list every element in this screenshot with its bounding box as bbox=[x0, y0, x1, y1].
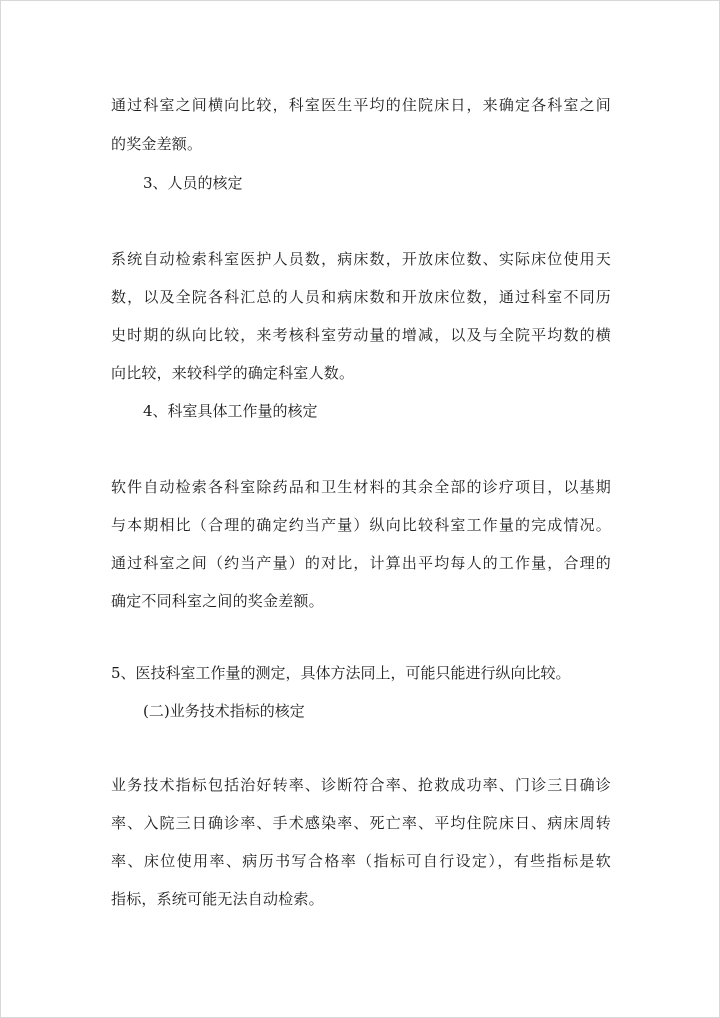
paragraph-line: 数，以及全院各科汇总的人员和病床数和开放床位数，通过科室不同历 bbox=[111, 288, 611, 306]
paragraph-line: 通过科室之间（约当产量）的对比，计算出平均每人的工作量，合理的 bbox=[111, 554, 611, 572]
section-heading: 4、科室具体工作量的核定 bbox=[143, 402, 318, 420]
section-heading: 5、医技科室工作量的测定，具体方法同上，可能只能进行纵向比较。 bbox=[111, 664, 571, 682]
paragraph-line: 系统自动检索科室医护人员数，病床数，开放床位数、实际床位使用天 bbox=[111, 250, 611, 268]
paragraph-line: 业务技术指标包括治好转率、诊断符合率、抢救成功率、门诊三日确诊 bbox=[111, 776, 611, 794]
paragraph-line: 的奖金差额。 bbox=[111, 135, 203, 153]
paragraph-line: 史时期的纵向比较，来考核科室劳动量的增减，以及与全院平均数的横 bbox=[111, 326, 611, 344]
paragraph-line: 确定不同科室之间的奖金差额。 bbox=[111, 592, 324, 610]
paragraph-line: 指标，系统可能无法自动检索。 bbox=[111, 890, 324, 908]
paragraph-line: 率、床位使用率、病历书写合格率（指标可自行设定），有些指标是软 bbox=[111, 852, 611, 870]
paragraph-line: 通过科室之间横向比较，科室医生平均的住院床日，来确定各科室之间 bbox=[111, 96, 611, 114]
section-heading: (二)业务技术指标的核定 bbox=[143, 702, 305, 720]
paragraph-line: 向比较，来较科学的确定科室人数。 bbox=[111, 364, 355, 382]
paragraph-line: 与本期相比（合理的确定约当产量）纵向比较科室工作量的完成情况。 bbox=[111, 516, 611, 534]
section-heading: 3、人员的核定 bbox=[143, 174, 243, 192]
paragraph-line: 率、入院三日确诊率、手术感染率、死亡率、平均住院床日、病床周转 bbox=[111, 814, 611, 832]
paragraph-line: 软件自动检索各科室除药品和卫生材料的其余全部的诊疗项目，以基期 bbox=[111, 478, 611, 496]
